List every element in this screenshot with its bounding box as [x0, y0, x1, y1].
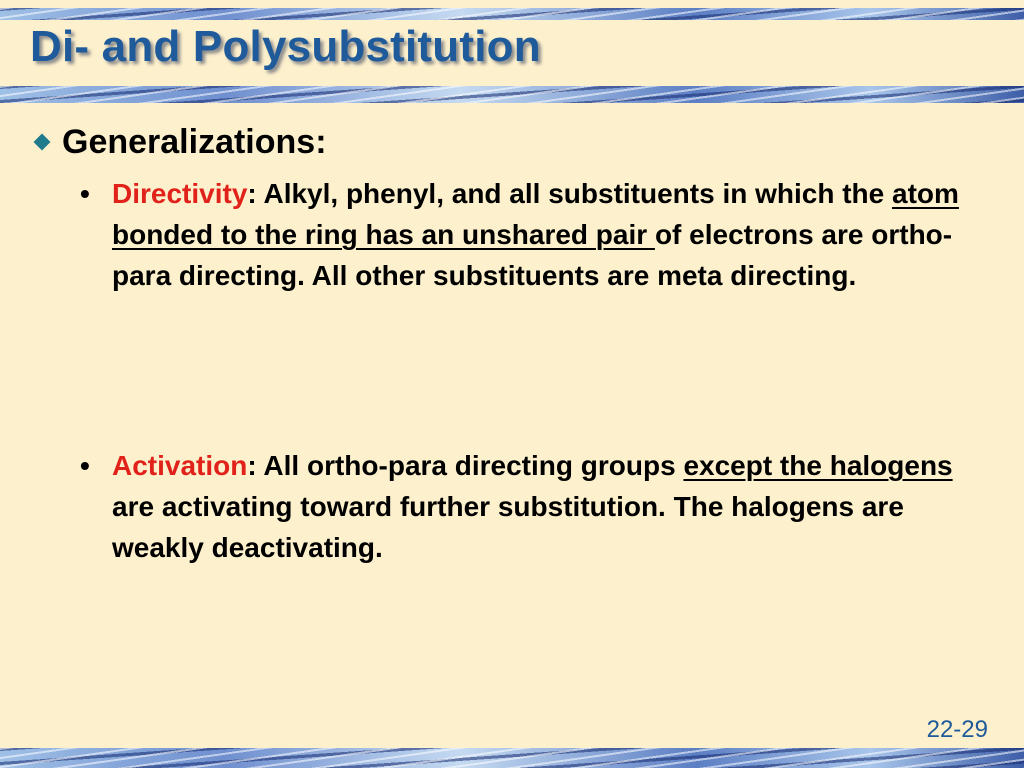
bullet-underlined-text: atom bonded to the ring has an unshared pair: [112, 178, 959, 250]
diamond-bullet-icon: [34, 133, 51, 150]
bullet-term: Activation: [112, 450, 248, 481]
page-number: 22-29: [926, 716, 988, 743]
bullet-text: [112, 173, 1000, 296]
bullet-text: [112, 445, 1000, 568]
bullet-text-part: : All ortho-para directing groups: [247, 450, 684, 481]
bullet-text-rest: are activating toward further substitution. The halogens are weakly deactivating.: [112, 491, 904, 563]
bullet-marker: •: [80, 450, 90, 481]
header-decor-band-thin: [0, 8, 1024, 20]
bullet-activation: [80, 445, 1000, 568]
level1-label: Generalizations:: [62, 123, 327, 161]
bullet-term: Directivity: [112, 178, 248, 209]
bullet-text-rest: of electrons are ortho-para directing. All other substituents are meta directing.: [112, 219, 953, 291]
bullet-directivity: [80, 173, 1000, 296]
slide-title: Di- and Polysubstitution: [30, 22, 541, 71]
footer-decor-band: [0, 748, 1024, 768]
bullet-underlined-text: except the halogens: [683, 450, 953, 481]
level1-item: [30, 123, 327, 162]
header-decor-band: [0, 86, 1024, 103]
bullet-marker: •: [80, 178, 90, 209]
bullet-text-part: : Alkyl, phenyl, and all substituents in which the: [247, 178, 893, 209]
